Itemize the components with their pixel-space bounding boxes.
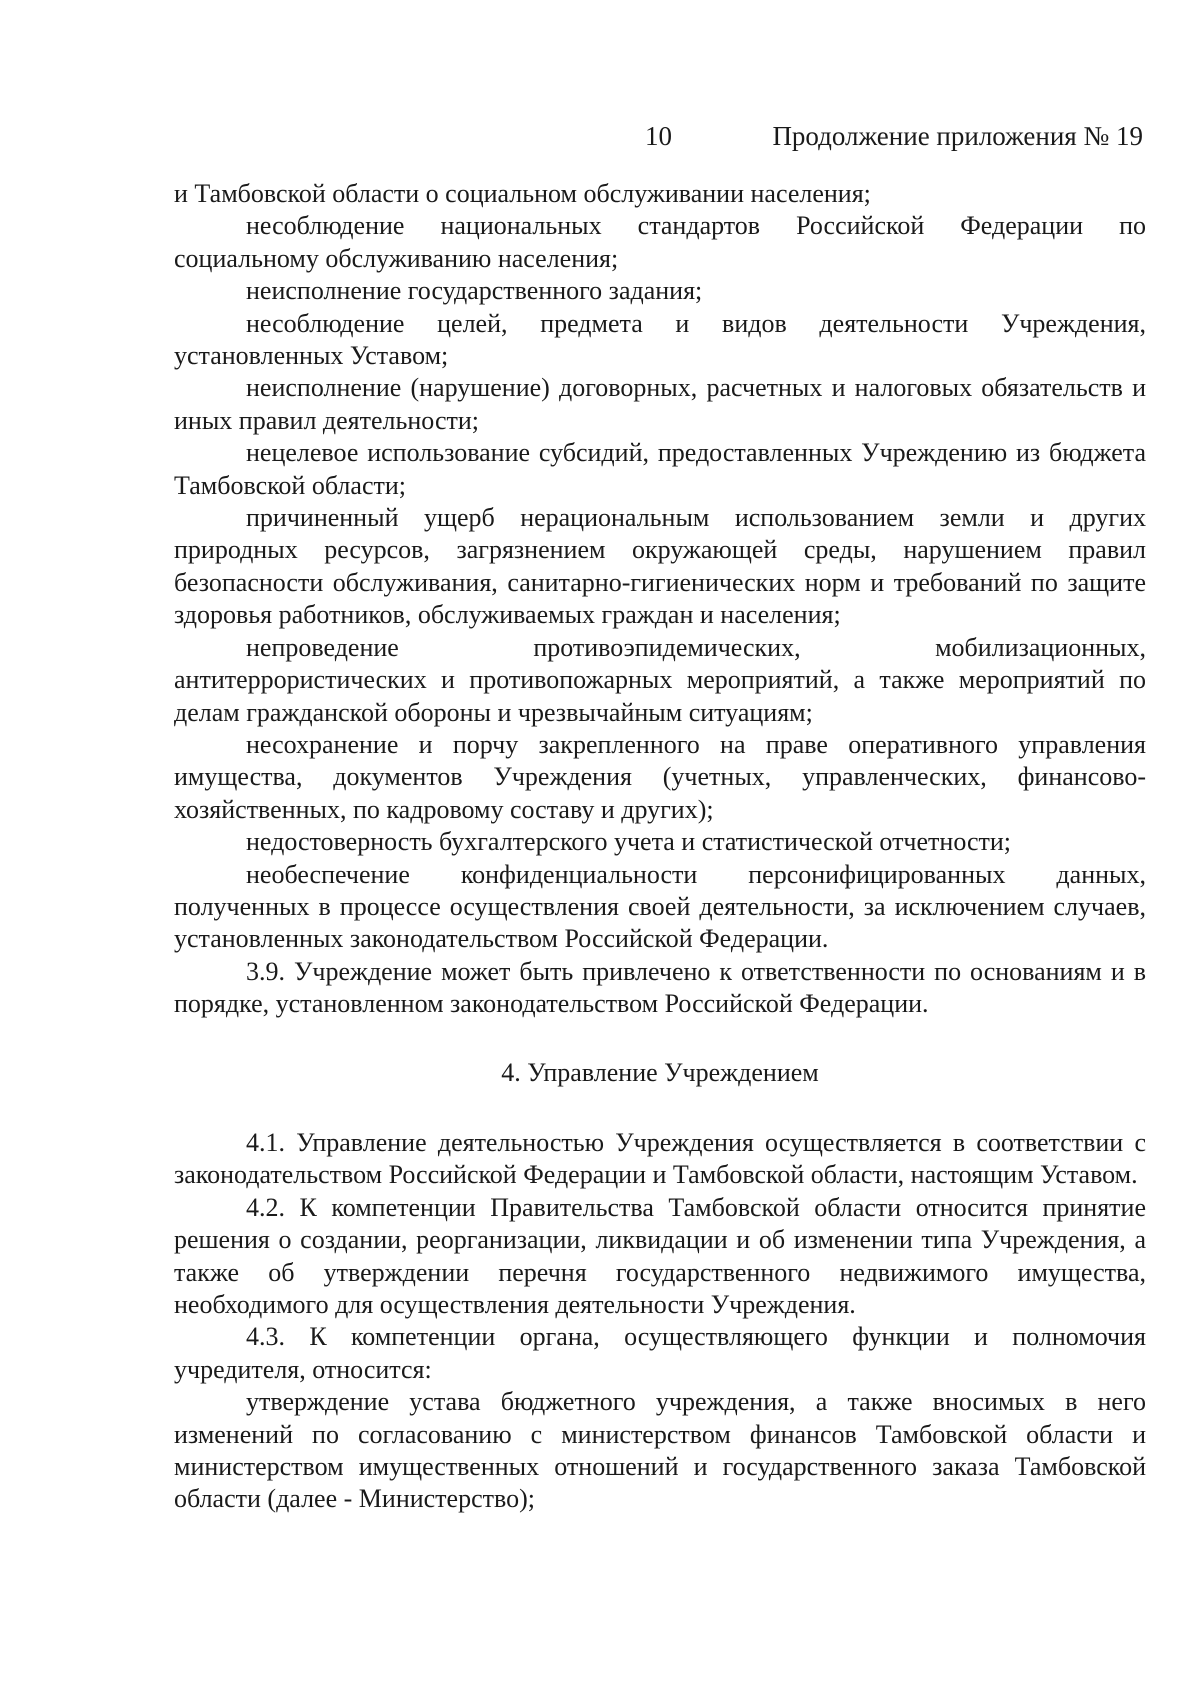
paragraph: утверждение устава бюджетного учреждения, а также вносимых в него изменений по согласованию с министерством финансов Тамбовской области и министерством имущественных отношений и государственного заказа Тамбовской области (далее - Министерство); [174,1387,1146,1514]
page-header [0,116,1200,156]
paragraph: несоблюдение национальных стандартов Российской Федерации по социальному обслуживанию населения; [174,211,1146,273]
document-body [174,178,1146,1516]
paragraph: недостоверность бухгалтерского учета и статистической отчетности; [246,827,1012,857]
section-heading: 4. Управление Учреждением [501,1057,819,1087]
paragraph: непроведение противоэпидемических, мобилизационных, антитеррористических и противопожарных мероприятий, а также мероприятий по делам гражданской обороны и чрезвычайным ситуациям; [174,632,1146,727]
paragraph: необеспечение конфиденциальности персонифицированных данных, полученных в процессе осуществления своей деятельности, за исключением случаев, установленных законодательством Российской Федерации. [174,859,1146,954]
paragraph-continuation: и Тамбовской области о социальном обслуживании населения; [174,179,871,208]
paragraph: нецелевое использование субсидий, предоставленных Учреждению из бюджета Тамбовской области; [174,438,1146,500]
appendix-continuation-title: Продолжение приложения № 19 [772,121,1143,151]
page-number: 10 [645,121,672,151]
paragraph: несохранение и порчу закрепленного на праве оперативного управления имущества, документов Учреждения (учетных, управленческих, финансово-хозяйственных, по кадровому составу и других); [174,729,1146,824]
paragraph: неисполнение (нарушение) договорных, расчетных и налоговых обязательств и иных правил деятельности; [174,373,1146,435]
paragraph-clause-4-1: 4.1. Управление деятельностью Учреждения осуществляется в соответствии с законодательством Российской Федерации и Тамбовской области, настоящим Уставом. [174,1127,1146,1190]
paragraph: причиненный ущерб нерациональным использованием земли и других природных ресурсов, загрязнением окружающей среды, нарушением правил безопасности обслуживания, санитарно-гигиенических норм и требований по защите здоровья работников, обслуживаемых граждан и населения; [174,503,1146,630]
paragraph-clause-4-2: 4.2. К компетенции Правительства Тамбовской области относится принятие решения о создании, реорганизации, ликвидации и об изменении типа Учреждения, а также об утверждении перечня государственного недвижимого имущества, необходимого для осуществления деятельности Учреждения. [174,1192,1146,1319]
paragraph: несоблюдение целей, предмета и видов деятельности Учреждения, установленных Уставом; [174,308,1146,371]
paragraph-clause-4-3: 4.3. К компетенции органа, осуществляющего функции и полномочия учредителя, относится: [174,1322,1146,1384]
paragraph: неисполнение государственного задания; [246,276,703,306]
paragraph-clause-3-9: 3.9. Учреждение может быть привлечено к ответственности по основаниям и в порядке, установленном законодательством Российской Федерации. [174,956,1146,1019]
